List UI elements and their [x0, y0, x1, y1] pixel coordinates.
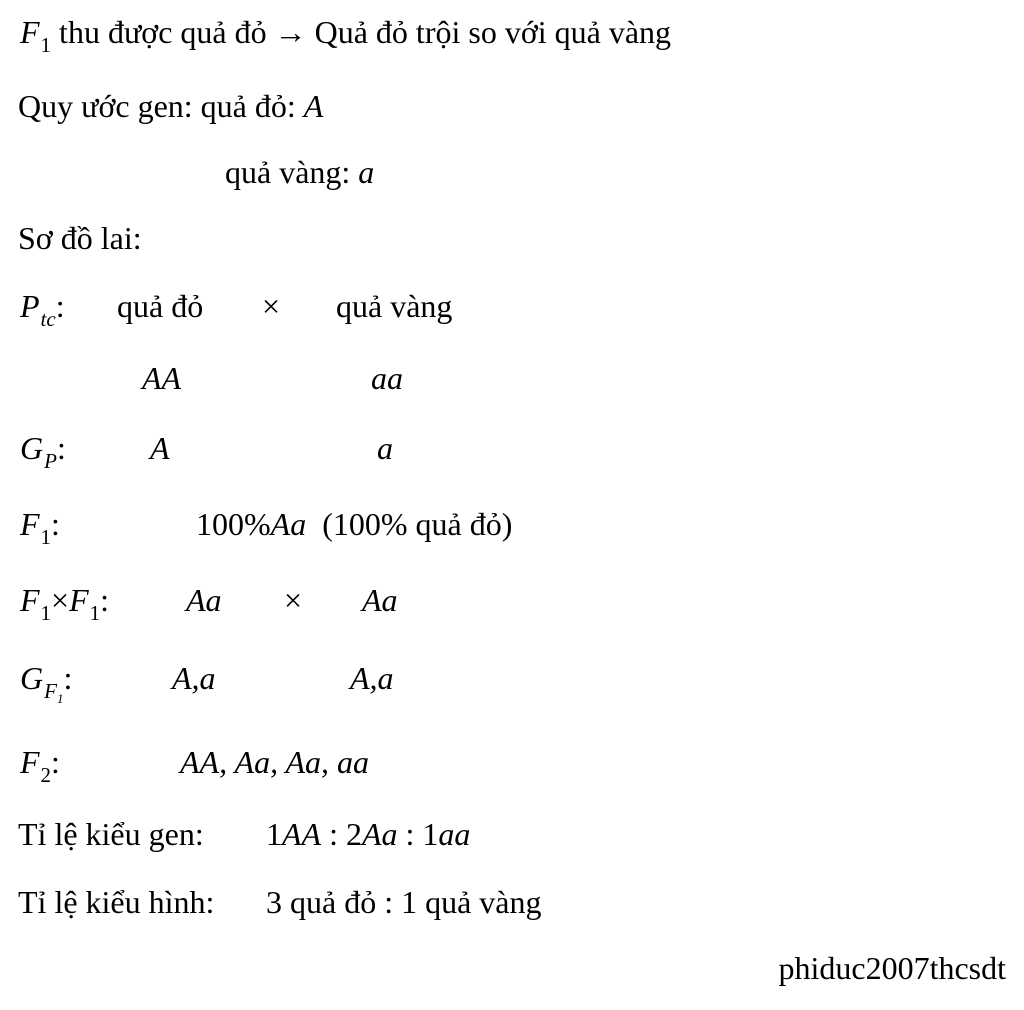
- p-left-genotype: AA: [142, 360, 182, 396]
- ratio-g3: aa: [438, 816, 471, 852]
- ratio-g2: Aa: [361, 816, 398, 852]
- f1-genotype: Aa: [270, 506, 307, 542]
- f2-symbol: F: [20, 744, 40, 780]
- f1-subscript-a: 1: [40, 601, 52, 625]
- dominance-conclusion: Quả đỏ trội so với quả vàng: [314, 14, 672, 50]
- f1-colon: :: [51, 506, 60, 542]
- ratio-g1: AA: [282, 816, 322, 852]
- f1-cross-times: ×: [284, 582, 303, 618]
- gp-colon: :: [56, 430, 66, 466]
- gf1-subscript: [44, 679, 64, 706]
- f1-symbol: F: [20, 14, 40, 50]
- convention-lead: Quy ước gen: quả đỏ:: [18, 88, 296, 124]
- f1-cross-colon: :: [100, 582, 110, 618]
- gf1-left-gametes: A,a: [172, 660, 216, 696]
- p-times: ×: [262, 288, 281, 324]
- gp-label: [20, 430, 66, 473]
- arrow-symbol: →: [274, 14, 307, 50]
- gp-right-gamete: a: [377, 430, 393, 466]
- ratio-n2: 2: [345, 816, 362, 852]
- p-label: [20, 288, 65, 331]
- ratio-sep1: :: [329, 816, 338, 852]
- ratio-n3: 1: [422, 816, 439, 852]
- f2-genotypes: AA, Aa, Aa, aa: [180, 744, 370, 780]
- f1-result: [196, 508, 512, 540]
- red-allele: A: [303, 88, 324, 124]
- phenotype-ratio-value: 3 quả đỏ : 1 quả vàng: [266, 884, 542, 920]
- gf1-colon: :: [63, 660, 73, 696]
- g-symbol: G: [20, 430, 44, 466]
- author-signature: phiduc2007thcsdt: [778, 950, 1006, 986]
- f1-percent: 100%: [196, 506, 271, 542]
- f1-intro-line: [20, 14, 672, 57]
- yellow-convention-line: [225, 156, 374, 188]
- p-right-phenotype: quả vàng: [336, 288, 453, 324]
- ratio-n1: 1: [266, 816, 282, 852]
- f1-subscript-b: 1: [89, 601, 101, 625]
- p-subscript: tc: [40, 307, 56, 331]
- gf1-right-gametes: A,a: [350, 660, 394, 696]
- gp-left-gamete: A: [150, 430, 170, 466]
- f1-subscript: 1: [40, 33, 52, 57]
- f1-cross-label: [20, 582, 110, 625]
- gf1-subsubscript: 1: [56, 691, 64, 706]
- yellow-allele: a: [358, 154, 375, 190]
- f2-colon: :: [51, 744, 60, 780]
- p-symbol: P: [20, 288, 40, 324]
- gp-subscript: P: [44, 449, 57, 473]
- gf1-subscript-f: F: [44, 679, 57, 703]
- f1-cross-times-label: ×: [51, 582, 70, 618]
- ratio-sep2: :: [405, 816, 415, 852]
- g-symbol: G: [20, 660, 44, 696]
- phenotype-ratio-label: Tỉ lệ kiểu hình:: [18, 884, 215, 920]
- f1-phenotype-note: (100% quả đỏ): [322, 506, 513, 542]
- f2-subscript: 2: [40, 763, 52, 787]
- p-left-phenotype: quả đỏ: [117, 288, 204, 324]
- f1-label: [20, 506, 60, 549]
- f1-cross-right: Aa: [362, 582, 398, 618]
- f2-label: [20, 744, 60, 787]
- gene-convention-line: [18, 90, 323, 122]
- f1-symbol-b: F: [69, 582, 89, 618]
- p-colon: :: [55, 288, 65, 324]
- f1-subscript: 1: [40, 525, 52, 549]
- p-right-genotype: aa: [371, 360, 403, 396]
- f1-cross-left: Aa: [186, 582, 222, 618]
- gf1-label: [20, 660, 73, 706]
- yellow-label: quả vàng:: [225, 154, 351, 190]
- f1-symbol: F: [20, 506, 40, 542]
- cross-title: Sơ đồ lai:: [18, 220, 142, 256]
- f1-symbol-a: F: [20, 582, 40, 618]
- f1-intro-text: thu được quả đỏ: [59, 14, 267, 50]
- genotype-ratio-value: [266, 818, 470, 850]
- genotype-ratio-label: Tỉ lệ kiểu gen:: [18, 816, 204, 852]
